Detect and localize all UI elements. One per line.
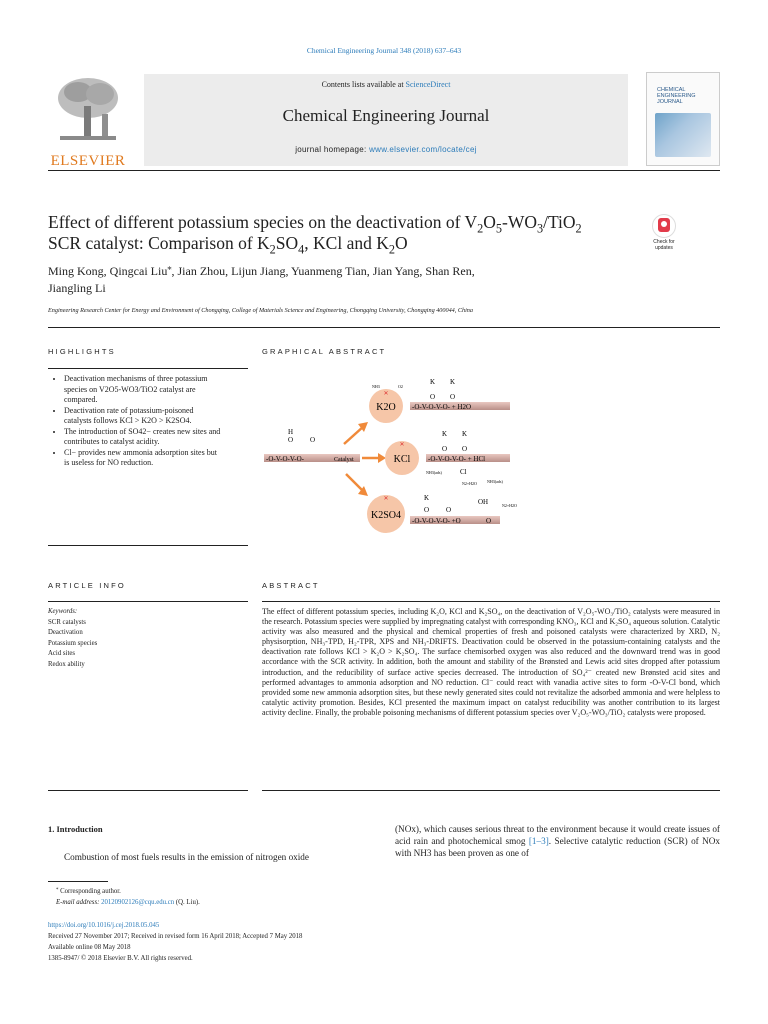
sciencedirect-link[interactable]: ScienceDirect xyxy=(405,80,451,89)
cover-image xyxy=(655,113,711,157)
author-list: Ming Kong, Qingcai Liu⁎, Jian Zhou, Lijun Jiang, Yuanmeng Tian, Jian Yang, Shan Ren, Jiangling Li xyxy=(48,263,475,295)
abstract-heading: ABSTRACT xyxy=(262,581,320,590)
highlights-heading: HIGHLIGHTS xyxy=(48,347,116,356)
article-info-box xyxy=(48,601,248,791)
svg-text:O: O xyxy=(462,445,468,453)
email-link[interactable]: 20120902126@cqu.edu.cn xyxy=(101,899,175,906)
fig-catalyst-label: Catalyst xyxy=(334,457,354,463)
graphical-abstract-heading: GRAPHICAL ABSTRACT xyxy=(262,347,387,356)
svg-text:K: K xyxy=(430,378,436,386)
fig-k2so4: K2SO4 xyxy=(370,510,402,521)
intro-paragraph-right: (NOx), which causes serious threat to the environment because it would create issues of acid rain and photochemical smog [1–3]. Selective catalytic reduction (SCR) of NOx with NH3 has been proven as one of xyxy=(395,824,720,858)
fig-chain-kcl: -O-V-O-V-O- + HCl xyxy=(428,455,486,463)
highlight-item: • Deactivation mechanisms of three potassium species on V2O5-WO3/TiO2 catalyst are compared. xyxy=(64,374,222,406)
fig-label-o: O xyxy=(288,436,294,444)
cover-title: CHEMICAL ENGINEERING JOURNAL xyxy=(657,87,696,105)
fig-chain-k2o: -O-V-O-V-O- + H2O xyxy=(412,403,472,411)
svg-text:NH3(ads): NH3(ads) xyxy=(487,479,503,484)
contents-line xyxy=(144,80,628,89)
svg-text:K: K xyxy=(442,430,448,438)
check-updates-label: Check for updates xyxy=(653,239,675,251)
elsevier-tree-icon xyxy=(48,74,128,146)
affiliation: Engineering Research Center for Energy and Environment of Chongqing, College of Materials Science and Engineering, Chongqing University, Chongqing 400044, China xyxy=(48,307,473,314)
keyword: Potassium species xyxy=(48,639,98,647)
article-title: Effect of different potassium species on the deactivation of $V_2O_5-WO_3/TiO_2$ SCR catalyst: Comparison of $K_2SO_4$, KCl and $K_2O$ xyxy=(48,212,582,257)
publisher-name: ELSEVIER xyxy=(50,153,126,169)
svg-text:N2+H2O: N2+H2O xyxy=(502,503,517,508)
intro-paragraph-left: Combustion of most fuels results in the emission of nitrogen oxide xyxy=(64,852,309,862)
svg-text:O2: O2 xyxy=(398,384,403,389)
fig-chain-k2so4: -O-V-O-V-O- +O xyxy=(412,517,461,525)
check-for-updates-badge[interactable] xyxy=(644,214,684,252)
svg-text:N2+H2O: N2+H2O xyxy=(462,481,477,486)
check-updates-icon xyxy=(652,214,676,238)
copyright: 1385-8947/ © 2018 Elsevier B.V. All rights reserved. xyxy=(48,955,193,962)
fig-kcl: KCl xyxy=(393,454,411,465)
abstract-text: The effect of different potassium species, including K₂O, KCl and K₂SO₄, on the deactivation of V₂O₅-WO₃/TiO₂ catalysts were measured in the research. Potassium species were supplied by impregnating catalyst with corresponding KNO₃, KCl and K₂SO₄ aqueous solution. Catalytic activity was also measured and the physical and chemical properties of fresh and poisoned catalysts were characterized by XRD, N₂ physisorption, NH₃-TPD, H₂-TPR, XPS and NH₃-DRIFTS. Deactivation could be observed in the potassium-containing catalysts and the deactivation rate follows KCl > K₂O > K₂SO₄. The surface chemisorbed oxygen was also reduced and the downward trend was in good accordance with the SCR activity. In addition, both the amount and stability of the Brønsted and Lewis acid sites dropped after potassium introduction, and the reducibility of surface active species decreased. The introduction of SO₄²⁻ created new Brønsted acid sites and performed advantages to ammonia adsorption and NO reduction. Cl⁻ could react with vanadia active sites to form -O-V-Cl bond, which provided some new ammonia adsorption sites, but these newly generated sites could not revitalize the adsorbed ammonia and were helpless to catalytic activity promotion. Besides, KCl presented the maximum impact on catalyst reducibility was another contribution to its largest activity decline. Finally, the probable poisoning mechanisms of different potassium species over V₂O₅-WO₃/TiO₂ catalysts were proposed. xyxy=(262,601,720,791)
article-info-heading: ARTICLE INFO xyxy=(48,581,126,590)
fig-label-h: H xyxy=(288,428,294,436)
keyword: Deactivation xyxy=(48,629,83,636)
svg-text:O: O xyxy=(446,506,452,514)
fig-k2o: K2O xyxy=(376,402,396,413)
email-note: E-mail address: 20120902126@cqu.edu.cn (Q. Liu). xyxy=(56,899,200,906)
citation-link[interactable]: [1–3] xyxy=(528,836,549,846)
keyword: Redox ability xyxy=(48,660,85,668)
highlights-list xyxy=(48,374,248,469)
graphical-abstract-figure[interactable] xyxy=(262,368,517,544)
online-date: Available online 08 May 2018 xyxy=(48,944,131,951)
elsevier-logo[interactable] xyxy=(48,74,128,169)
received-dates: Received 27 November 2017; Received in revised form 16 April 2018; Accepted 7 May 2018 xyxy=(48,933,303,940)
journal-title: Chemical Engineering Journal xyxy=(282,106,490,125)
footnotes xyxy=(48,886,200,908)
homepage-prefix: journal homepage: xyxy=(295,145,370,154)
highlight-item: • Deactivation rate of potassium-poisoned catalysts follows KCl > K2O > K2SO4. xyxy=(64,406,222,427)
highlights-box xyxy=(48,368,248,546)
keywords-label: Keywords: xyxy=(48,608,78,615)
svg-text:NH3: NH3 xyxy=(372,384,380,389)
svg-text:O: O xyxy=(424,506,430,514)
fig-label-o: O xyxy=(310,436,316,444)
svg-text:K: K xyxy=(450,378,456,386)
highlight-item: • Cl− provides new ammonia adsorption sites but is useless for NO reduction. xyxy=(64,448,222,469)
homepage-line xyxy=(144,145,628,154)
blocked-icon: ✕ xyxy=(399,442,405,448)
svg-text:Cl: Cl xyxy=(460,468,467,476)
highlight-item: • The introduction of SO42− creates new sites and contributes to catalyst acidity. xyxy=(64,427,222,448)
blocked-icon: ✕ xyxy=(383,496,389,502)
journal-info-box xyxy=(144,74,628,166)
footnote-divider xyxy=(48,881,108,882)
svg-text:O: O xyxy=(450,393,456,401)
svg-text:K: K xyxy=(462,430,468,438)
keyword: SCR catalysts xyxy=(48,618,86,626)
divider xyxy=(48,327,720,328)
article-metadata xyxy=(48,920,302,964)
svg-text:K: K xyxy=(424,494,430,502)
keyword: Acid sites xyxy=(48,650,75,657)
fig-chain-left: -O-V-O-V-O- xyxy=(266,455,304,463)
svg-text:OH: OH xyxy=(478,498,489,506)
corresponding-author-note: ⁎ Corresponding author. xyxy=(56,886,121,895)
svg-text:NH3(ads): NH3(ads) xyxy=(426,470,442,475)
svg-text:O: O xyxy=(486,517,492,525)
svg-text:O: O xyxy=(442,445,448,453)
journal-reference-link[interactable]: Chemical Engineering Journal 348 (2018) 637–643 xyxy=(306,46,462,55)
doi-link[interactable]: https://doi.org/10.1016/j.cej.2018.05.045 xyxy=(48,922,160,929)
blocked-icon: ✕ xyxy=(383,391,389,397)
journal-cover[interactable] xyxy=(646,72,720,166)
introduction-heading: 1. Introduction xyxy=(48,824,103,834)
homepage-link[interactable]: www.elsevier.com/locate/cej xyxy=(369,145,477,154)
journal-banner xyxy=(48,72,720,171)
svg-text:O: O xyxy=(430,393,436,401)
contents-prefix: Contents lists available at xyxy=(321,80,406,89)
